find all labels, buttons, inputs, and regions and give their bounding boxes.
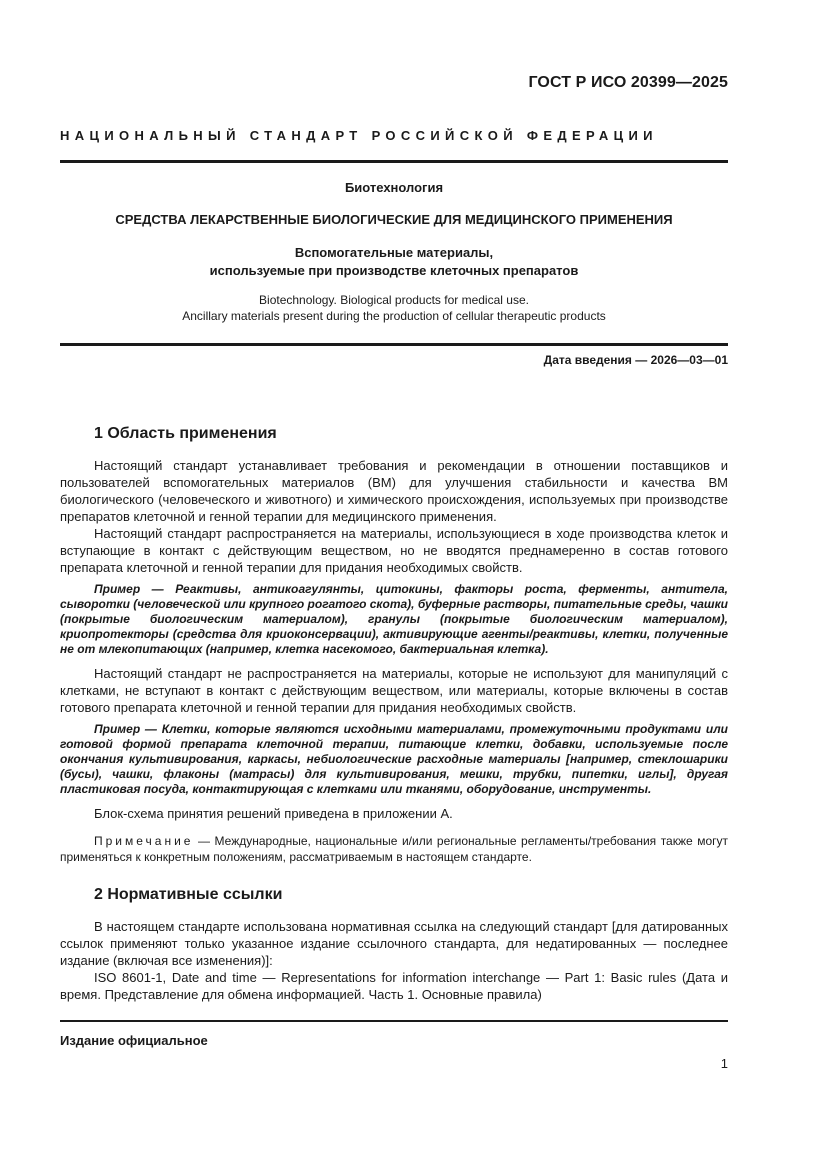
note-text: — Международные, национальные и/или региональные регламенты/требования также могут применяться к конкретным положениям, рассматриваемым в настоящем стандарте. — [60, 834, 728, 864]
section-1-paragraph-1: Настоящий стандарт устанавливает требования и рекомендации в отношении поставщиков и пользователей вспомогательных материалов (ВМ) для улучшения стабильности и качества ВМ биологического (человеческого и животного) и химического происхождения, используемых при производстве препаратов клеточной и генной терапии для медицинского применения. — [60, 458, 728, 524]
section-1-paragraph-3: Настоящий стандарт не распространяется на материалы, которые не используют для манипуляций с клетками, не вступают в контакт с действующим веществом, или материалы, которые включены в состав готового препарата клеточной и генной терапии для придания необходимых свойств. — [60, 666, 728, 715]
section-2-heading: 2 Нормативные ссылки — [94, 886, 283, 903]
section-2-paragraph-1: В настоящем стандарте использована нормативная ссылка на следующий стандарт [для датированных ссылок применяют только указанное издание ссылочного стандарта, для недатированных — последнее издание (включая все изменения)]: — [60, 919, 728, 968]
english-title-line-1: Biotechnology. Biological products for medical use. — [259, 293, 529, 307]
national-standard-title: НАЦИОНАЛЬНЫЙ СТАНДАРТ РОССИЙСКОЙ ФЕДЕРАЦИИ — [60, 128, 658, 143]
note-label: Примечание — [94, 834, 194, 848]
section-1-heading: 1 Область применения — [94, 425, 277, 442]
document-body — [60, 425, 728, 1003]
section-1-note — [60, 833, 728, 865]
top-divider — [60, 160, 728, 163]
spacer — [60, 822, 728, 829]
section-1-example-2: Пример — Клетки, которые являются исходными материалами, промежуточными продуктами или готовой формой препарата клеточной терапии, питающие клетки, добавки, используемые после окончания культивирования, каркасы, небиологические расходные материалы [например, стеклошарики (бусы), чашки, флаконы (матрасы) для культивирования, мешки, трубки, пипетки, иглы], другая пластиковая посуда, контактирующая с клетками или тканями, оборудование, инструменты. — [60, 722, 728, 796]
section-1-example-1: Пример — Реактивы, антикоагулянты, цитокины, факторы роста, ферменты, антитела, сыворотки (человеческой или крупного рогатого скота), буферные растворы, питательные среды, чашки (покрытые биологическим материалом), гранулы (покрытые биологическим материалом), криопротекторы (средства для криоконсервации), активирующие агенты/реактивы, клетки, полученные не от млекопитающих (например, клетка насекомого, бактериальная клетка). — [60, 582, 728, 656]
document-page — [60, 0, 728, 1169]
section-1-paragraph-2: Настоящий стандарт распространяется на материалы, использующиеся в ходе производства клеток и вступающие в контакт с действующим веществом, но не вводятся преднамеренно в состав готового препарата клеточной и генной терапии для придания необходимых свойств. — [60, 526, 728, 575]
document-code: ГОСТ Р ИСО 20399—2025 — [528, 74, 728, 91]
section-1-paragraph-4: Блок-схема принятия решений приведена в приложении А. — [94, 806, 453, 821]
english-title-line-2: Ancillary materials present during the production of cellular therapeutic products — [182, 309, 606, 323]
spacer — [60, 865, 728, 886]
bottom-divider — [60, 1020, 728, 1022]
introduction-date: Дата введения — 2026—03—01 — [543, 353, 728, 367]
english-title — [60, 292, 728, 324]
sub-title — [60, 244, 728, 280]
page-number: 1 — [720, 1056, 728, 1071]
sub-title-line-2: используемые при производстве клеточных препаратов — [209, 263, 579, 278]
sub-title-line-1: Вспомогательные материалы, — [294, 245, 494, 260]
main-title: СРЕДСТВА ЛЕКАРСТВЕННЫЕ БИОЛОГИЧЕСКИЕ ДЛЯ МЕДИЦИНСКОГО ПРИМЕНЕНИЯ — [115, 212, 673, 227]
official-edition-label: Издание официальное — [60, 1033, 208, 1048]
middle-divider — [60, 343, 728, 346]
subject-title: Биотехнология — [344, 180, 444, 195]
section-2-paragraph-2: ISO 8601-1, Date and time — Representations for information interchange — Part 1: Basic rules (Дата и время. Представление для обмена информацией. Часть 1. Основные правила) — [60, 970, 728, 1002]
